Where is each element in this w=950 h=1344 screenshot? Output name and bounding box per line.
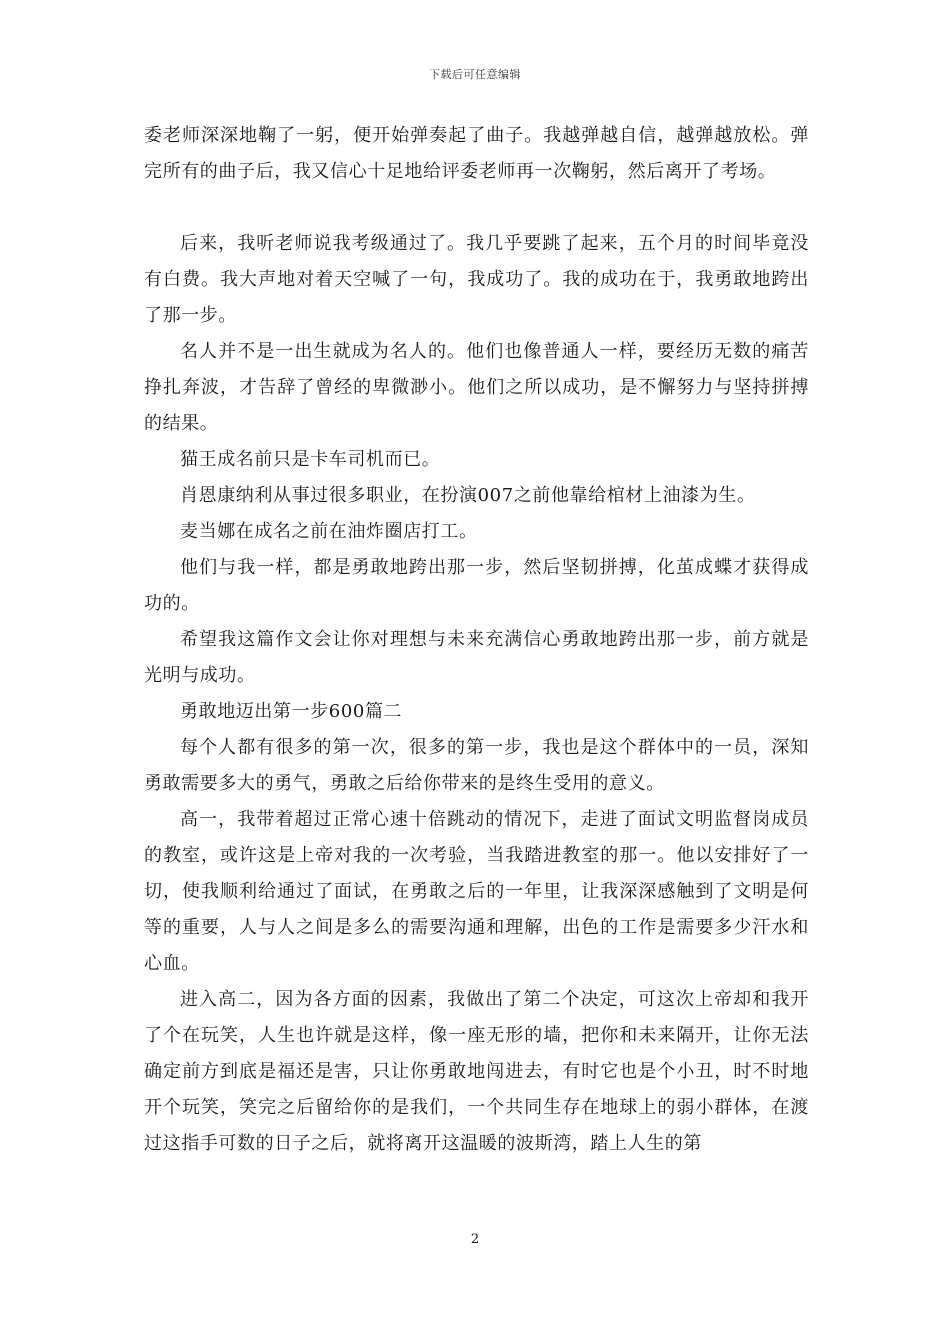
page-header-note: 下载后可任意编辑 <box>429 68 521 81</box>
page-number: 2 <box>470 1232 480 1247</box>
paragraph: 肖恩康纳利从事过很多职业，在扮演007之前他靠给棺材上油漆为生。 <box>180 485 756 506</box>
paragraph: 后来，我听老师说我考级通过了。我几乎要跳了起来，五个月的时间毕竟没有白费。我大声地对着天空喊了一句，我成功了。我的成功在于，我勇敢地跨出了那一步。 <box>144 233 809 326</box>
paragraph: 每个人都有很多的第一次，很多的第一步，我也是这个群体中的一员，深知勇敢需要多大的勇气，勇敢之后给你带来的是终生受用的意义。 <box>144 737 809 794</box>
paragraph: 高一，我带着超过正常心速十倍跳动的情况下，走进了面试文明监督岗成员的教室，或许这是上帝对我的一次考验，当我踏进教室的那一。他以安排好了一切，使我顺利给通过了面试，在勇敢之后的一年里，让我深深感触到了文明是何等的重要，人与人之间是多么的需要沟通和理解，出色的工作是需要多少汗水和心血。 <box>144 809 809 974</box>
section-title: 勇敢地迈出第一步600篇二 <box>180 701 403 722</box>
paragraph: 进入高二，因为各方面的因素，我做出了第二个决定，可这次上帝却和我开了个在玩笑，人生也许就是这样，像一座无形的墙，把你和未来隔开，让你无法确定前方到底是福还是害，只让你勇敢地闯进去，有时它也是个小丑，时不时地开个玩笑，笑完之后留给你的是我们，一个共同生存在地球上的弱小群体，在渡过这指手可数的日子之后，就将离开这温暖的波斯湾，踏上人生的第 <box>144 989 809 1154</box>
paragraph: 猫王成名前只是卡车司机而已。 <box>180 449 441 470</box>
paragraph: 他们与我一样，都是勇敢地跨出那一步，然后坚韧拼搏，化茧成蝶才获得成功的。 <box>144 557 809 614</box>
document-body <box>144 118 809 1162</box>
paragraph: 名人并不是一出生就成为名人的。他们也像普通人一样，要经历无数的痛苦挣扎奔波，才告辞了曾经的卑微渺小。他们之所以成功，是不懈努力与坚持拼搏的结果。 <box>144 341 809 434</box>
paragraph: 希望我这篇作文会让你对理想与未来充满信心勇敢地跨出那一步，前方就是光明与成功。 <box>144 629 809 686</box>
paragraph: 麦当娜在成名之前在油炸圈店打工。 <box>180 521 478 542</box>
paragraph-continuation: 委老师深深地鞠了一躬，便开始弹奏起了曲子。我越弹越自信，越弹越放松。弹完所有的曲子后，我又信心十足地给评委老师再一次鞠躬，然后离开了考场。 <box>144 125 809 182</box>
